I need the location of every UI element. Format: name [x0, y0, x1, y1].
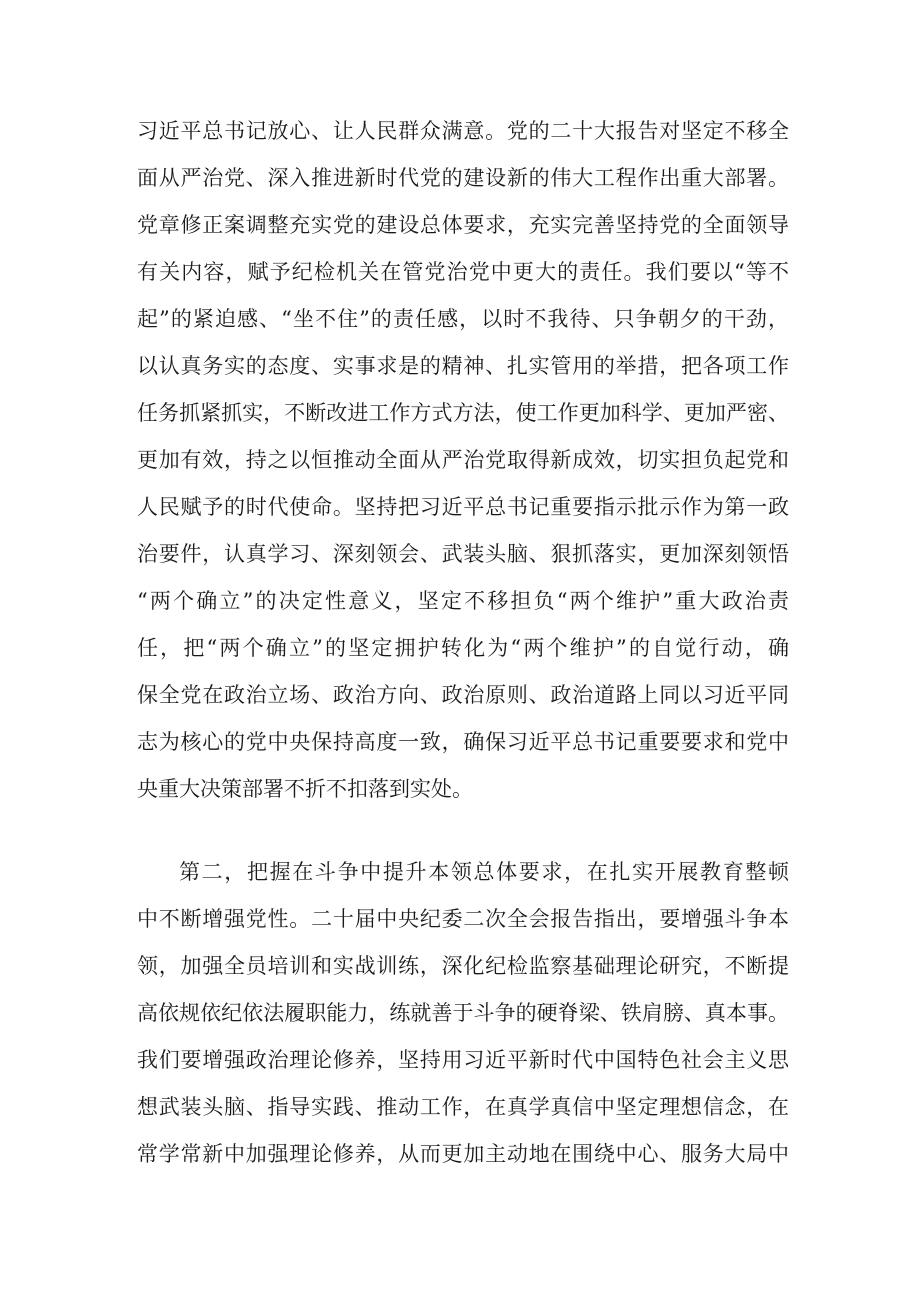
paragraph-line: 志为核心的党中央保持高度一致，确保习近平总书记重要要求和党中 — [137, 730, 789, 754]
paragraph-line: 面从严治党、深入推进新时代党的建设新的伟大工程作出重大部署。 — [137, 166, 789, 190]
paragraph-line: 起”的紧迫感、“坐不住”的责任感，以时不我待、只争朝夕的干劲， — [137, 307, 789, 331]
paragraph-line: 任，把“两个确立”的坚定拥护转化为“两个维护”的自觉行动，确 — [137, 636, 789, 660]
paragraph-line: 领，加强全员培训和实战训练，深化纪检监察基础理论研究，不断提 — [137, 954, 789, 978]
paragraph-line: 任务抓紧抓实，不断改进工作方式方法，使工作更加科学、更加严密、 — [137, 401, 789, 425]
paragraph-line: 想武装头脑、指导实践、推动工作，在真学真信中坚定理想信念，在 — [137, 1095, 789, 1119]
paragraph-line: 高依规依纪依法履职能力，练就善于斗争的硬脊梁、铁肩膀、真本事。 — [137, 1001, 789, 1025]
paragraph-line: 中不断增强党性。二十届中央纪委二次全会报告指出，要增强斗争本 — [137, 907, 789, 931]
paragraph-line: 第二，把握在斗争中提升本领总体要求，在扎实开展教育整顿 — [179, 860, 789, 884]
paragraph-line: 以认真务实的态度、实事求是的精神、扎实管用的举措，把各项工作 — [137, 354, 789, 378]
paragraph-line: 常学常新中加强理论修养，从而更加主动地在围绕中心、服务大局中 — [137, 1142, 789, 1166]
paragraph-line: 党章修正案调整充实党的建设总体要求，充实完善坚持党的全面领导 — [137, 213, 789, 237]
paragraph-line: 人民赋予的时代使命。坚持把习近平总书记重要指示批示作为第一政 — [137, 495, 789, 519]
paragraph-second — [137, 849, 789, 1178]
paragraph-line: 我们要增强政治理论修养，坚持用习近平新时代中国特色社会主义思 — [137, 1048, 789, 1072]
paragraph-line: 治要件，认真学习、深刻领会、武装头脑、狠抓落实，更加深刻领悟 — [137, 542, 789, 566]
paragraph-line: 习近平总书记放心、让人民群众满意。党的二十大报告对坚定不移全 — [137, 119, 789, 143]
paragraph-line: 央重大决策部署不折不扣落到实处。 — [137, 777, 473, 801]
paragraph-line: “两个确立”的决定性意义，坚定不移担负“两个维护”重大政治责 — [137, 589, 789, 613]
paragraph-continuation — [137, 108, 789, 813]
paragraph-line: 更加有效，持之以恒推动全面从严治党取得新成效，切实担负起党和 — [137, 448, 789, 472]
paragraph-line: 有关内容，赋予纪检机关在管党治党中更大的责任。我们要以“等不 — [137, 260, 789, 284]
paragraph-line: 保全党在政治立场、政治方向、政治原则、政治道路上同以习近平同 — [137, 683, 789, 707]
